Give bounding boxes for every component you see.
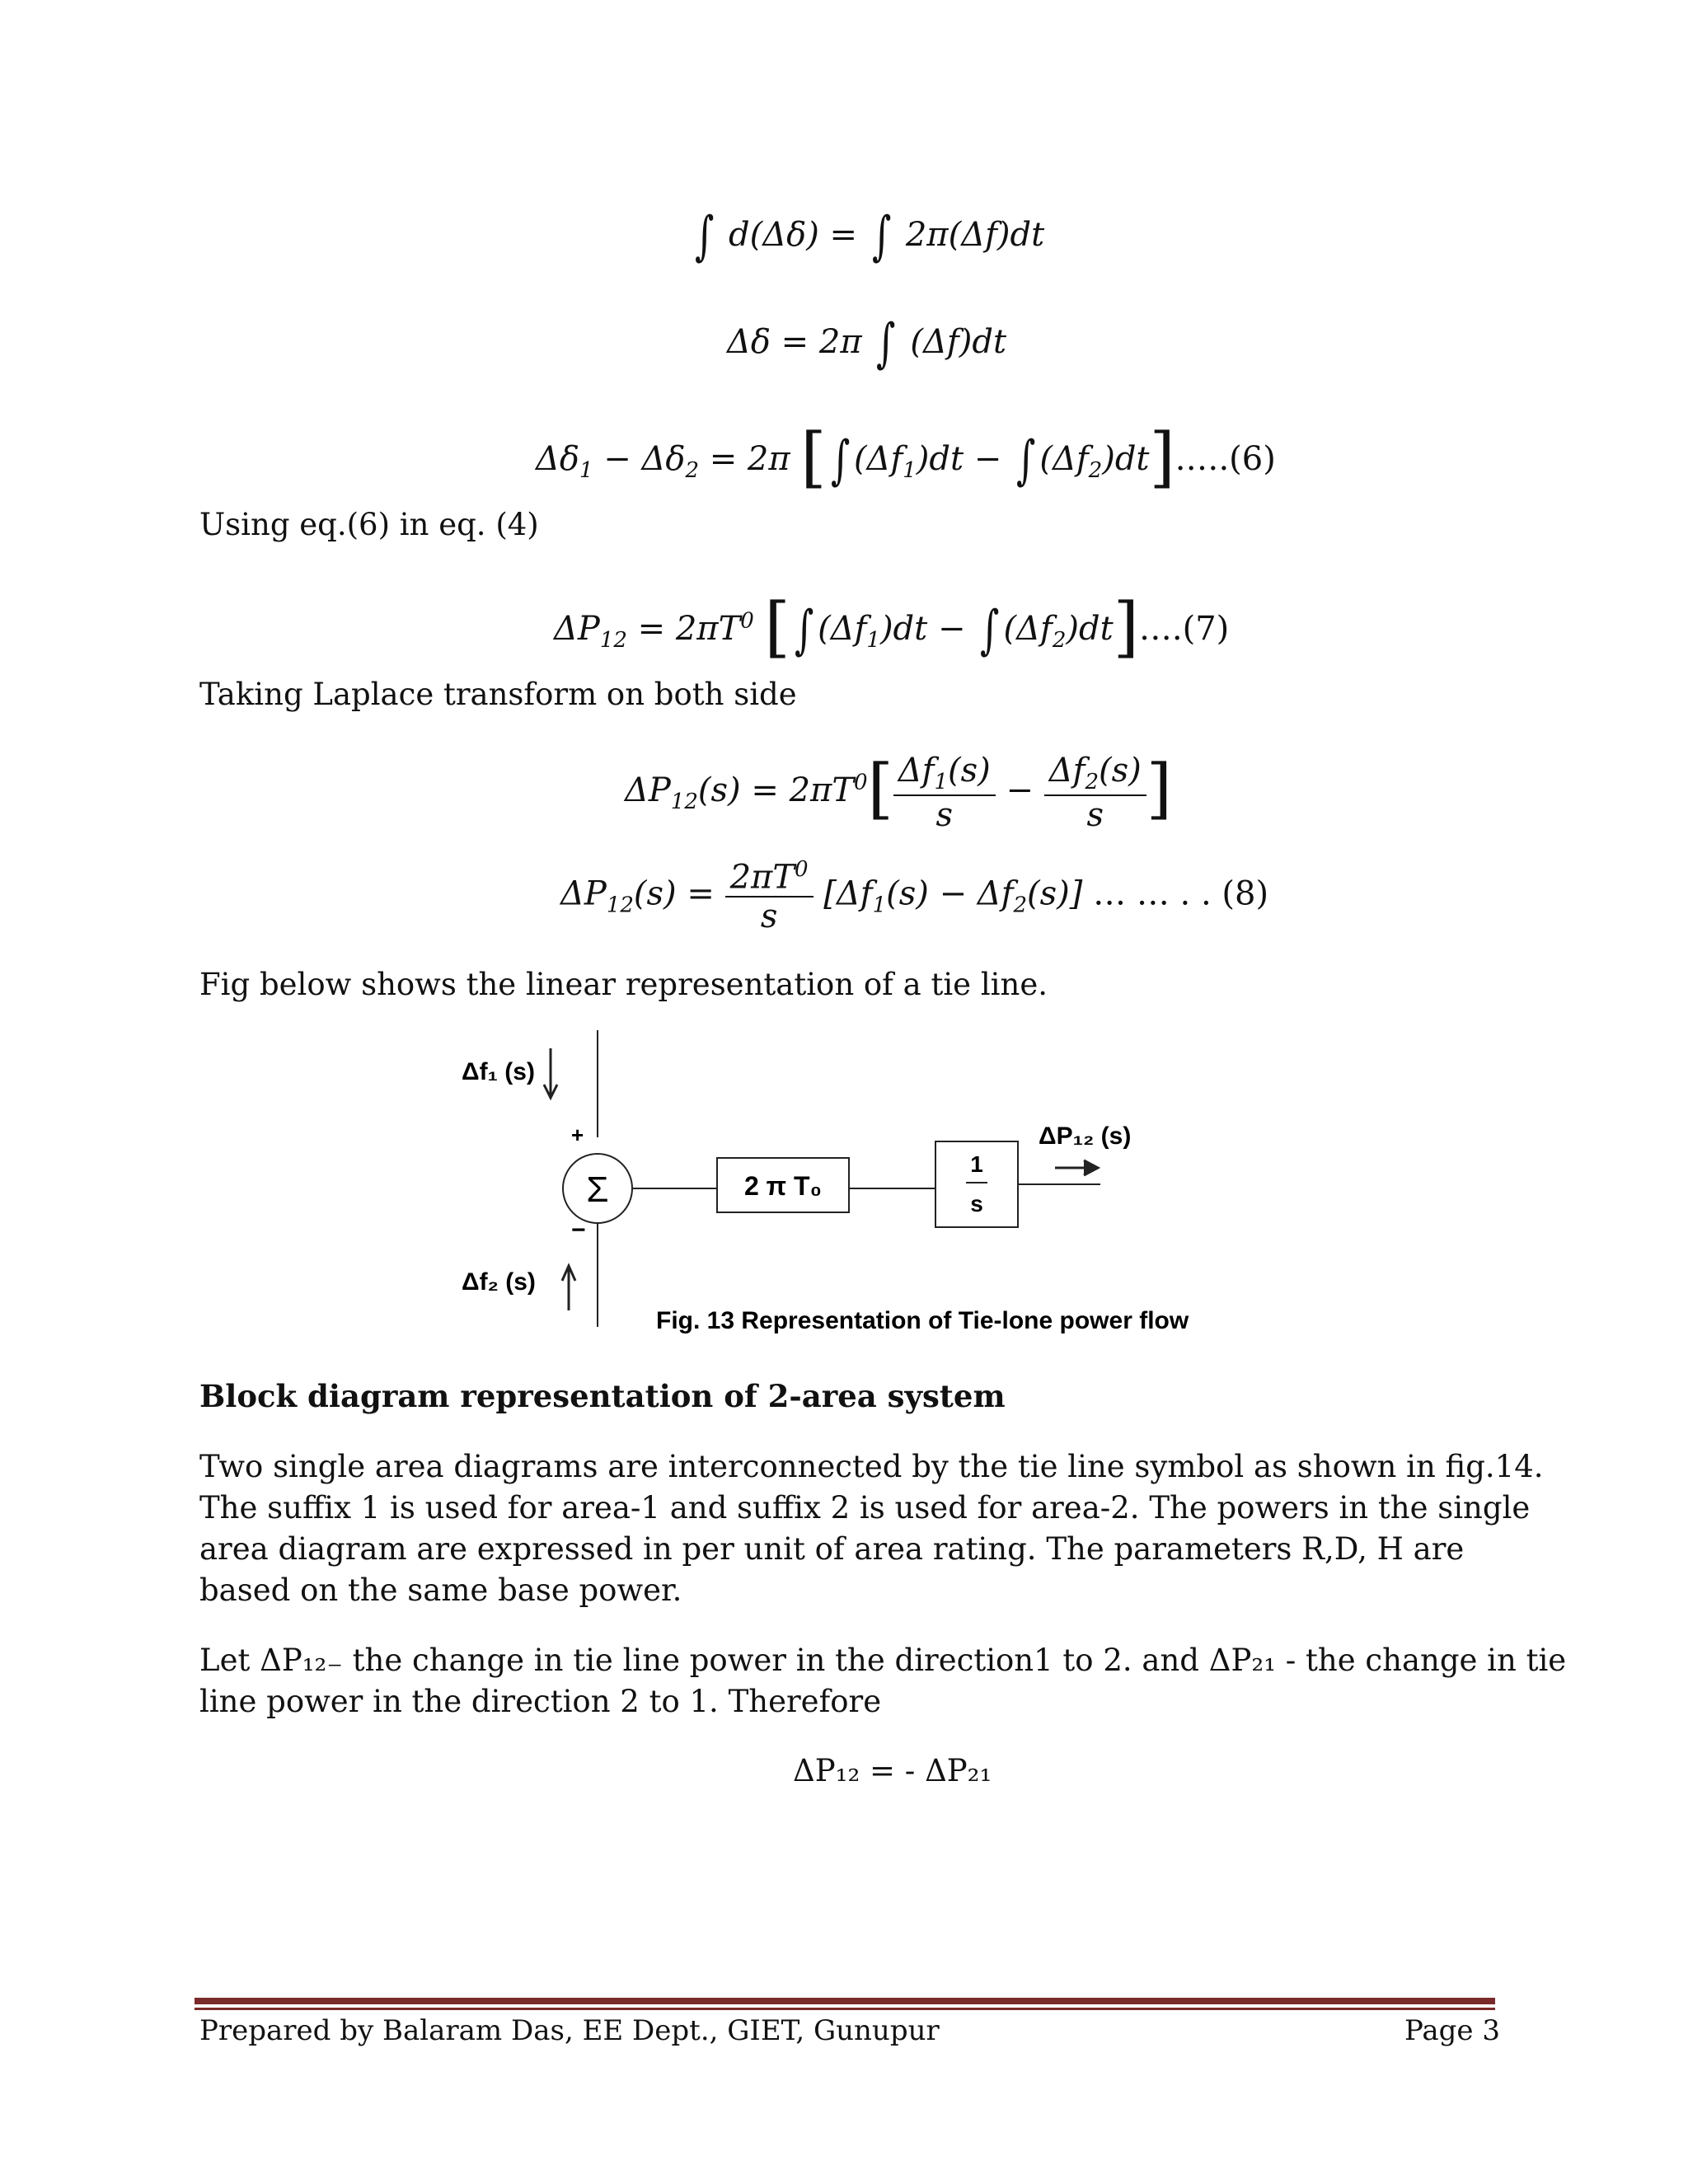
input1-label: Δf₁ (s) (462, 1058, 535, 1085)
eq8-tag: … … . . (8) (1093, 874, 1269, 913)
eq7-tag: ….(7) (1138, 610, 1230, 648)
paragraph-2-line: line power in the direction 2 to 1. Therefore (199, 1684, 882, 1719)
equation-laplace: $\Delta P_{12}(s) = 2\pi T^0$[ $\frac{\Delta f_1(s)}{s}$ − $\frac{\Delta f_2(s)}{s}$ ] (625, 750, 1172, 834)
final-equation: ΔP₁₂ = - ΔP₂₁ (793, 1753, 992, 1788)
paragraph-2 (199, 1640, 1568, 1722)
arrow-right-icon (1055, 1160, 1098, 1175)
equation-delta: Δδ = 2π ∫ (Δf)dt (727, 313, 1007, 374)
arrow-down-icon (544, 1048, 557, 1098)
equation-6: $\Delta\delta_1 - \Delta\delta_2 = 2\pi$ [∫ $(\Delta f_1)dt$ − ∫ $(\Delta f_2)dt].\dots.(6)$ (536, 419, 1276, 495)
output-label: ΔP₁₂ (s) (1039, 1122, 1132, 1150)
footer-left: Prepared by Balaram Das, EE Dept., GIET, Gunupur (199, 2014, 940, 2047)
footer-page-number: Page 3 (1404, 2014, 1500, 2047)
equation-8: $\Delta P_{12}(s)$ = $\frac{2\pi T^0}{s}$ $[\Delta f_1(s) - \Delta f_2(s)]$ … … . . (8) (560, 857, 1269, 936)
integrator-num: 1 (970, 1151, 983, 1177)
paragraph-1 (199, 1446, 1551, 1611)
paragraph-1-line: The suffix 1 is used for area-1 and suffix 2 is used for area-2. The powers in the single (199, 1490, 1531, 1526)
plus-sign: + (571, 1122, 584, 1147)
gain-label: 2 π T₀ (743, 1171, 823, 1201)
equation-7: $\Delta P_{12} = 2\pi T^0$ [∫ $(\Delta f_1)dt$ − ∫ $(\Delta f_2)dt]\dots.(7)$ (554, 588, 1230, 665)
equation-integral: ∫ d(Δδ) = ∫ 2π(Δf)dt (695, 206, 1045, 267)
footer-rule-thick (195, 1998, 1495, 2004)
text-fig-intro: Fig below shows the linear representation of a tie line. (199, 967, 1048, 1002)
paragraph-1-line: based on the same base power. (199, 1572, 682, 1608)
figure-caption: Fig. 13 Representation of Tie-lone power flow (656, 1307, 1189, 1334)
text-laplace: Taking Laplace transform on both side (199, 677, 797, 712)
input2-label: Δf₂ (s) (462, 1268, 536, 1296)
paragraph-1-line: Two single area diagrams are interconnected by the tie line symbol as shown in fig.14. (199, 1449, 1544, 1484)
minus-sign: − (571, 1216, 586, 1244)
footer-rule-thin (195, 2008, 1495, 2010)
integrator-den: s (970, 1191, 983, 1216)
sum-symbol: Σ (586, 1169, 609, 1210)
eq6-tag: .….(6) (1175, 440, 1276, 478)
text-using: Using eq.(6) in eq. (4) (199, 507, 539, 542)
section-heading: Block diagram representation of 2-area system (199, 1378, 1006, 1414)
tie-line-block-diagram (462, 1030, 1286, 1343)
paragraph-1-line: area diagram are expressed in per unit of area rating. The parameters R,D, H are (199, 1531, 1465, 1567)
paragraph-2-line: Let ΔP₁₂₋ the change in tie line power in the direction1 to 2. and ΔP₂₁ - the change in tie (199, 1643, 1567, 1678)
